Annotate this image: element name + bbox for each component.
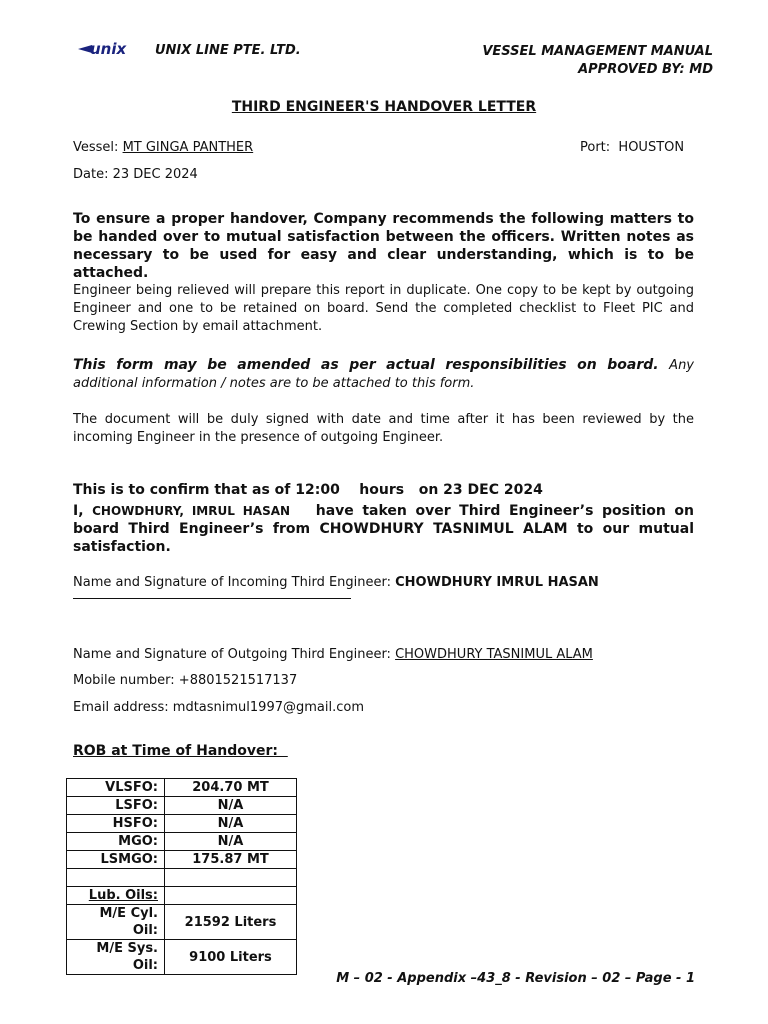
rob-row bbox=[67, 815, 297, 833]
outgoing-name: CHOWDHURY TASNIMUL ALAM bbox=[395, 647, 593, 662]
incoming-name-inline: CHOWDHURY, IMRUL HASAN bbox=[92, 504, 291, 518]
logo-text: unix bbox=[90, 40, 127, 58]
date-line: Date: 23 DEC 2024 bbox=[73, 167, 198, 182]
rob-item-value: 175.87 MT bbox=[165, 851, 297, 869]
rob-row bbox=[67, 851, 297, 869]
amendment-note bbox=[73, 356, 694, 393]
port-line bbox=[580, 140, 688, 155]
amendment-bold: This form may be amended as per actual responsibilities on board. bbox=[73, 357, 670, 373]
rob-item-value: N/A bbox=[165, 833, 297, 851]
rob-item-label: M/E Sys. Oil: bbox=[67, 940, 165, 975]
rob-item-label: LSMGO: bbox=[67, 851, 165, 869]
approved-by: APPROVED BY: MD bbox=[578, 62, 713, 77]
company-name: UNIX LINE PTE. LTD. bbox=[155, 43, 301, 58]
rob-item-value: 9100 Liters bbox=[165, 940, 297, 975]
rob-row bbox=[67, 869, 297, 887]
rob-item-label: LSFO: bbox=[67, 797, 165, 815]
rob-row bbox=[67, 797, 297, 815]
rob-item-value: N/A bbox=[165, 815, 297, 833]
incoming-label: Name and Signature of Incoming Third Engineer: bbox=[73, 575, 396, 590]
vessel-line bbox=[73, 140, 253, 155]
rob-heading: ROB at Time of Handover: bbox=[73, 743, 288, 759]
rob-row bbox=[67, 833, 297, 851]
confirm-statement bbox=[73, 502, 699, 556]
port-name: HOUSTON bbox=[618, 140, 689, 155]
rob-row bbox=[67, 779, 297, 797]
mobile-number: Mobile number: +8801521517137 bbox=[73, 673, 298, 688]
vessel-name: MT GINGA PANTHER bbox=[122, 140, 254, 155]
rob-item-value: 204.70 MT bbox=[165, 779, 297, 797]
rob-item-label: Lub. Oils: bbox=[67, 887, 165, 905]
amendment-rest: Any additional information / notes are to be attached to this form. bbox=[73, 358, 694, 391]
rob-row bbox=[67, 940, 297, 975]
document-title: THIRD ENGINEER'S HANDOVER LETTER bbox=[231, 99, 537, 115]
signature-underline bbox=[73, 598, 351, 599]
vessel-label: Vessel: bbox=[73, 140, 123, 155]
rob-item-label: M/E Cyl. Oil: bbox=[67, 905, 165, 940]
email-address: Email address: mdtasnimul1997@gmail.com bbox=[73, 700, 364, 715]
manual-header bbox=[482, 43, 713, 79]
rob-item-value: N/A bbox=[165, 797, 297, 815]
outgoing-signature-line bbox=[73, 647, 593, 662]
duplicate-instructions: Engineer being relieved will prepare this report in duplicate. One copy to be kept by outgoing Engineer and one to be retained on board. Send the completed checklist to Fleet PIC and Crewing Section by email attachment. bbox=[73, 283, 694, 334]
rob-item-label: HSFO: bbox=[67, 815, 165, 833]
confirm-prefix: I, bbox=[73, 503, 93, 519]
rob-item-value bbox=[165, 869, 297, 887]
rob-item-label bbox=[67, 869, 165, 887]
incoming-name: CHOWDHURY IMRUL HASAN bbox=[395, 575, 599, 590]
rob-row bbox=[67, 887, 297, 905]
port-label: Port: bbox=[580, 140, 619, 155]
handover-intro: To ensure a proper handover, Company recommends the following matters to be handed over to mutual satisfaction between the officers. Written notes as necessary to be used for easy and clear understanding, which is to be attached. bbox=[73, 211, 694, 281]
rob-item-label: MGO: bbox=[67, 833, 165, 851]
signing-note: The document will be duly signed with date and time after it has been reviewed by the incoming Engineer in the presence of outgoing Engineer. bbox=[73, 412, 694, 445]
rob-item-label: VLSFO: bbox=[67, 779, 165, 797]
confirm-line: This is to confirm that as of 12:00 hours on 23 DEC 2024 bbox=[73, 482, 543, 498]
manual-title: VESSEL MANAGEMENT MANUAL bbox=[482, 44, 713, 59]
rob-item-value bbox=[165, 887, 297, 905]
page-footer: M – 02 - Appendix –43_8 - Revision – 02 – Page - 1 bbox=[336, 971, 695, 986]
confirm-rest: have taken over Third Engineer’s position on board Third Engineer’s from CHOWDHURY TASNIMUL ALAM to our mutual satisfaction. bbox=[73, 503, 699, 555]
incoming-signature-line bbox=[73, 575, 599, 590]
rob-item-value: 21592 Liters bbox=[165, 905, 297, 940]
outgoing-label: Name and Signature of Outgoing Third Engineer: bbox=[73, 647, 396, 662]
rob-row bbox=[67, 905, 297, 940]
rob-table bbox=[66, 778, 297, 975]
company-logo bbox=[78, 40, 148, 58]
